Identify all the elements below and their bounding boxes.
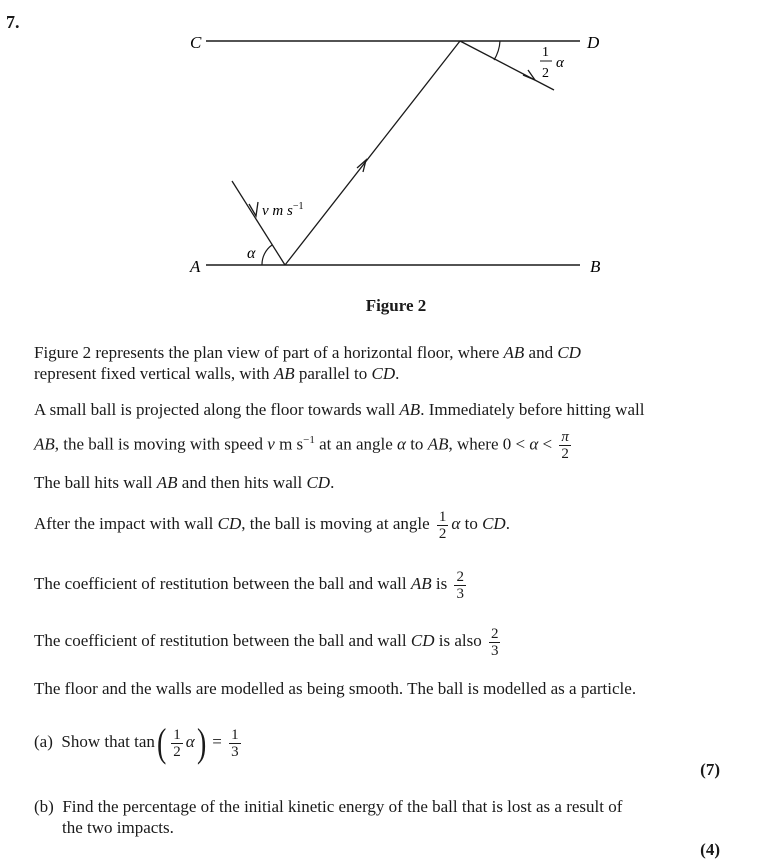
label-half-den: 2 xyxy=(542,66,549,81)
paragraph-6: The coefficient of restitution between the ball and wall CD is also $\frac{2}{3}$ xyxy=(34,625,499,659)
half-fraction: $\frac{1}{2}$ xyxy=(173,726,181,760)
label-half-num: 1 xyxy=(542,45,549,60)
alpha-arc xyxy=(262,245,272,265)
middle-path xyxy=(285,41,460,265)
part-a-marks: (7) xyxy=(700,760,720,779)
question-number: 7. xyxy=(6,12,20,32)
label-b: B xyxy=(590,257,601,276)
half-alpha-arc xyxy=(494,41,500,60)
label-a: A xyxy=(190,257,201,276)
label-alpha: α xyxy=(247,245,256,262)
label-d: D xyxy=(587,33,600,52)
part-b: (b) Find the percentage of the initial kinetic energy of the ball that is lost as a result of the two impacts. xyxy=(34,797,623,837)
label-speed: v m $s^{-1}$ xyxy=(262,201,304,219)
paragraph-4: After the impact with wall CD, the ball is moving at angle $\frac{1}{2}$ α to CD. xyxy=(34,508,510,542)
half-fraction: $\frac{1}{2}$ xyxy=(438,508,447,542)
one-third-fraction: $\frac{1}{3}$ xyxy=(231,726,239,760)
part-b-marks: (4) xyxy=(700,840,720,859)
two-thirds-fraction: $\frac{2}{3}$ xyxy=(456,568,464,602)
intro-paragraph: Figure 2 represents the plan view of part of a horizontal floor, where AB and CD represent fixed vertical walls, with AB parallel to CD. xyxy=(34,343,581,383)
paragraph-2-line-2: AB, the ball is moving with speed v m $s^{-1}$ at an angle α to AB, where 0 < α < $\frac{\pi}{2}$ xyxy=(34,429,569,463)
outgoing-path xyxy=(460,41,554,90)
paragraph-3: The ball hits wall AB and then hits wall CD. xyxy=(34,473,335,492)
part-a: (a) Show that tan( $\frac{1}{2}$ α) = $\frac{1}{3}$ xyxy=(34,720,239,766)
two-thirds-fraction: $\frac{2}{3}$ xyxy=(490,625,499,659)
label-half-alpha: α xyxy=(556,55,564,71)
paragraph-5: The coefficient of restitution between the ball and wall AB is $\frac{2}{3}$ xyxy=(34,568,464,602)
label-c: C xyxy=(190,33,202,52)
pi-over-two-fraction: $\frac{\pi}{2}$ xyxy=(561,429,569,463)
figure-2-diagram xyxy=(0,0,784,320)
figure-caption: Figure 2 xyxy=(365,296,427,315)
paragraph-7: The floor and the walls are modelled as being smooth. The ball is modelled as a particle. xyxy=(34,679,637,698)
incoming-path xyxy=(232,181,285,265)
paragraph-2-line-1: A small ball is projected along the floor towards wall AB. Immediately before hitting wall xyxy=(34,400,645,419)
